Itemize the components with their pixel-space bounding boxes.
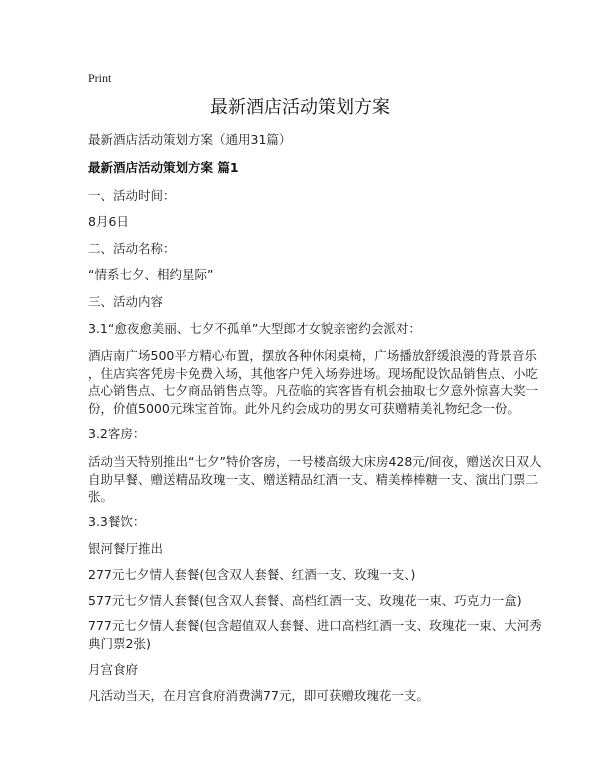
paragraph-line: 张。 [88,489,114,504]
paragraph-line: 自助早餐、赠送精品玫瑰一支、赠送精品红酒一支、精美棒棒糖一支、演出门票二 [88,471,539,487]
paragraph: 3.3餐饮： [88,514,146,529]
paragraph [88,347,538,417]
paragraph-line: 点心销售点、七夕商品销售点等。凡莅临的宾客皆有机会抽取七夕意外惊喜大奖一 [88,383,539,398]
paragraph: 577元七夕情人套餐(包含双人套餐、高档红酒一支、玫瑰花一束、巧克力一盒) [88,593,522,608]
paragraph: 一、活动时间： [88,188,176,203]
document-subtitle: 最新酒店活动策划方案（通用31篇） [88,132,292,147]
paragraph-line: 酒店南广场500平方精心布置，摆放各种休闲桌椅，广场播放舒缓浪漫的背景音乐 [88,348,537,363]
paragraph [88,453,542,506]
paragraph: 三、活动内容 [88,294,164,309]
paragraph: 凡活动当天，在月宫食府消费满77元，即可获赠玫瑰花一支。 [88,688,429,703]
paragraph: 银河餐厅推出 [88,541,164,556]
print-link[interactable]: Print [88,71,112,85]
paragraph-line: 777元七夕情人套餐(包含超值双人套餐、进口高档红酒一支、玫瑰花一束、大河秀 [88,618,542,633]
paragraph-line: 份，价值5000元珠宝首饰。此外凡约会成功的男女可获赠精美礼物纪念一份。 [88,400,520,416]
section-heading: 最新酒店活动策划方案 篇1 [88,160,239,175]
paragraph: 二、活动名称： [88,241,176,256]
paragraph-line: 典门票2张) [88,635,151,651]
document-title: 最新酒店活动策划方案 [210,97,390,118]
paragraph: 277元七夕情人套餐(包含双人套餐、红酒一支、玫瑰一支、) [88,567,416,582]
paragraph-line: 活动当天特别推出“七夕”特价客房，一号楼高级大床房428元/间夜，赠送次日双人 [88,454,542,469]
paragraph: 3.2客房： [88,426,146,441]
paragraph-line: ，住店宾客凭房卡免费入场，其他客户凭入场券进场。现场配设饮品销售点、小吃 [88,365,539,381]
paragraph: 月宫食府 [88,662,139,677]
paragraph: “情系七夕、相约星际” [88,267,214,282]
paragraph: 8月6日 [88,214,129,229]
paragraph [88,617,542,652]
paragraph: 3.1“愈夜愈美丽、七夕不孤单”大型郎才女貌亲密约会派对： [88,321,421,336]
